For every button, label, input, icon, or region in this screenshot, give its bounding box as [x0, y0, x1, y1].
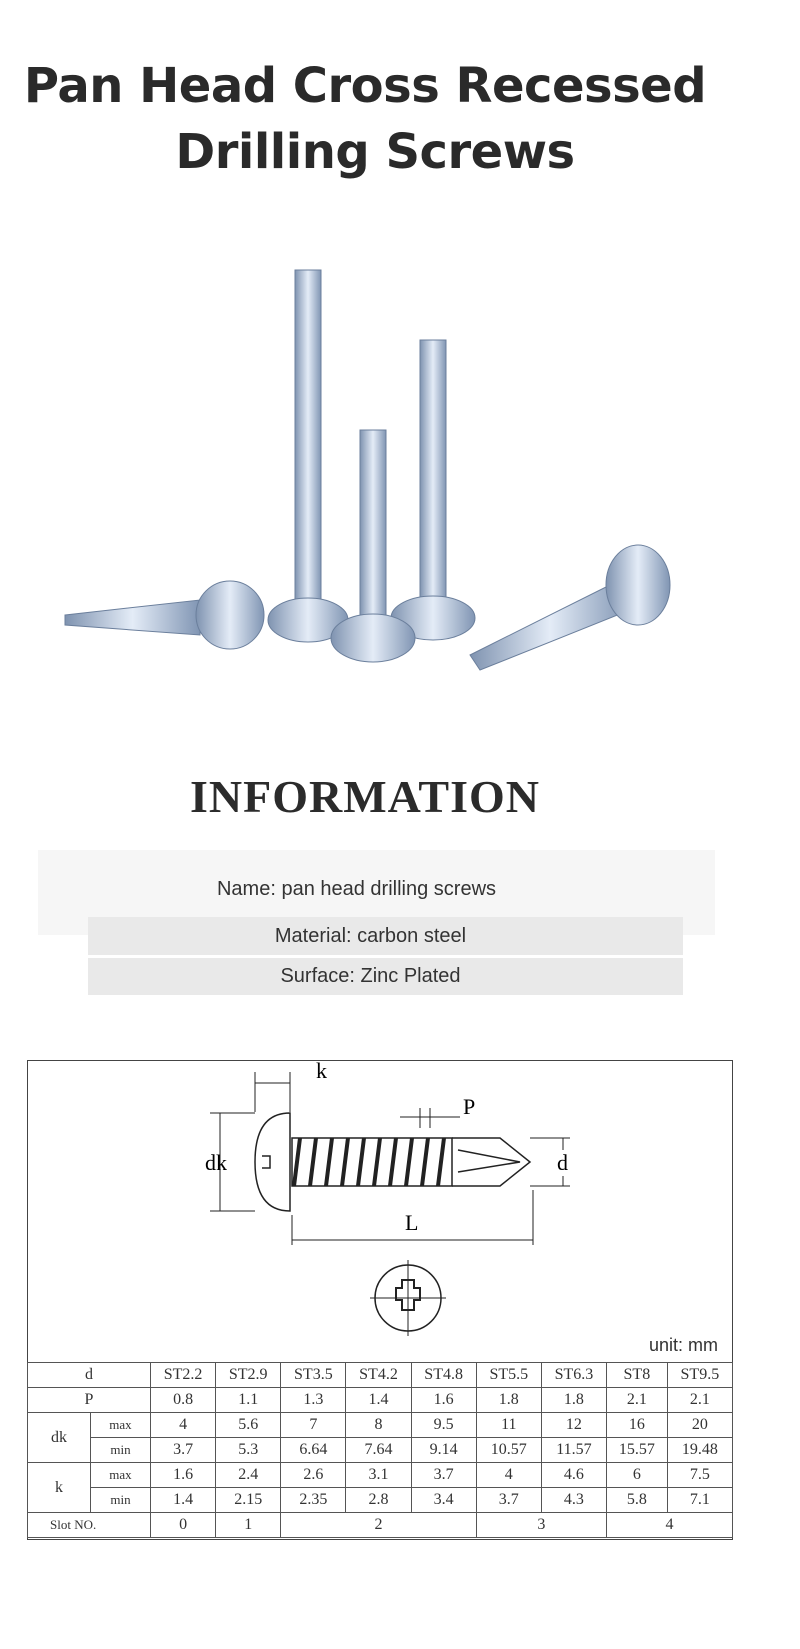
cell: 3.7	[411, 1463, 476, 1488]
cell: 3.7	[476, 1488, 541, 1513]
title-line-2: Drilling Screws	[175, 124, 575, 180]
table-row-p	[28, 1388, 733, 1413]
cell: 20	[667, 1413, 732, 1438]
cell: 9.5	[411, 1413, 476, 1438]
label-p: P	[463, 1094, 476, 1119]
cell: 7.5	[667, 1463, 732, 1488]
table-row-d	[28, 1363, 733, 1388]
cell: 6	[606, 1463, 667, 1488]
cell: 2.4	[216, 1463, 281, 1488]
cell: 1.4	[151, 1488, 216, 1513]
cell: 3.7	[151, 1438, 216, 1463]
cell: 3.1	[346, 1463, 411, 1488]
cell: 4.3	[541, 1488, 606, 1513]
title-line-1: Pan Head Cross Recessed	[23, 58, 707, 114]
cell: 11.57	[541, 1438, 606, 1463]
cell: 0.8	[151, 1388, 216, 1413]
cell: 1	[216, 1513, 281, 1538]
sub-header: max	[91, 1463, 151, 1488]
cell: 4	[151, 1413, 216, 1438]
info-name: Name: pan head drilling screws	[38, 850, 715, 935]
cell: 2.35	[281, 1488, 346, 1513]
sub-header: min	[91, 1488, 151, 1513]
cell: 7.64	[346, 1438, 411, 1463]
cell: ST4.2	[346, 1363, 411, 1388]
cell: 11	[476, 1413, 541, 1438]
cell: ST3.5	[281, 1363, 346, 1388]
label-d: d	[557, 1150, 568, 1175]
sub-header: max	[91, 1413, 151, 1438]
row-header: Slot NO.	[28, 1513, 151, 1538]
cell: 4	[476, 1463, 541, 1488]
cell: 7	[281, 1413, 346, 1438]
info-surface: Surface: Zinc Plated	[88, 958, 683, 995]
cell: 8	[346, 1413, 411, 1438]
cell: ST5.5	[476, 1363, 541, 1388]
cell: 1.8	[541, 1388, 606, 1413]
cell: 15.57	[606, 1438, 667, 1463]
row-header: dk	[28, 1413, 91, 1463]
cell: ST8	[606, 1363, 667, 1388]
row-header: k	[28, 1463, 91, 1513]
label-k: k	[316, 1058, 327, 1083]
unit-label: unit: mm	[648, 1335, 718, 1355]
table-row-dk-min	[28, 1438, 733, 1463]
table-row-dk-max	[28, 1413, 733, 1438]
table-row-k-max	[28, 1463, 733, 1488]
dimension-table	[27, 1362, 733, 1538]
row-header: P	[28, 1388, 151, 1413]
cell: 3	[476, 1513, 606, 1538]
cell: 16	[606, 1413, 667, 1438]
screws-photo	[50, 240, 710, 690]
cell: 2.8	[346, 1488, 411, 1513]
cell: ST9.5	[667, 1363, 732, 1388]
cell: 7.1	[667, 1488, 732, 1513]
table-row-slot	[28, 1513, 733, 1538]
cell: 1.8	[476, 1388, 541, 1413]
cell: 1.6	[151, 1463, 216, 1488]
cell: ST6.3	[541, 1363, 606, 1388]
cell: 10.57	[476, 1438, 541, 1463]
cell: ST2.2	[151, 1363, 216, 1388]
cell: 2.1	[667, 1388, 732, 1413]
cell: 5.3	[216, 1438, 281, 1463]
row-header: d	[28, 1363, 151, 1388]
cell: 5.6	[216, 1413, 281, 1438]
cell: 3.4	[411, 1488, 476, 1513]
cell: 5.8	[606, 1488, 667, 1513]
cell: 2.6	[281, 1463, 346, 1488]
info-material: Material: carbon steel	[88, 917, 683, 955]
sub-header: min	[91, 1438, 151, 1463]
cell: 1.1	[216, 1388, 281, 1413]
cell: 9.14	[411, 1438, 476, 1463]
cell: 2	[281, 1513, 476, 1538]
information-heading: INFORMATION	[189, 771, 541, 822]
table-row-k-min	[28, 1488, 733, 1513]
cell: 1.6	[411, 1388, 476, 1413]
cell: 1.3	[281, 1388, 346, 1413]
cell: 12	[541, 1413, 606, 1438]
cell: 19.48	[667, 1438, 732, 1463]
cell: 2.1	[606, 1388, 667, 1413]
cell: 6.64	[281, 1438, 346, 1463]
cell: 4	[606, 1513, 732, 1538]
cell: 1.4	[346, 1388, 411, 1413]
cell: 0	[151, 1513, 216, 1538]
label-l: L	[405, 1210, 419, 1235]
cell: ST2.9	[216, 1363, 281, 1388]
cell: 2.15	[216, 1488, 281, 1513]
label-dk: dk	[205, 1150, 227, 1175]
cell: ST4.8	[411, 1363, 476, 1388]
cell: 4.6	[541, 1463, 606, 1488]
